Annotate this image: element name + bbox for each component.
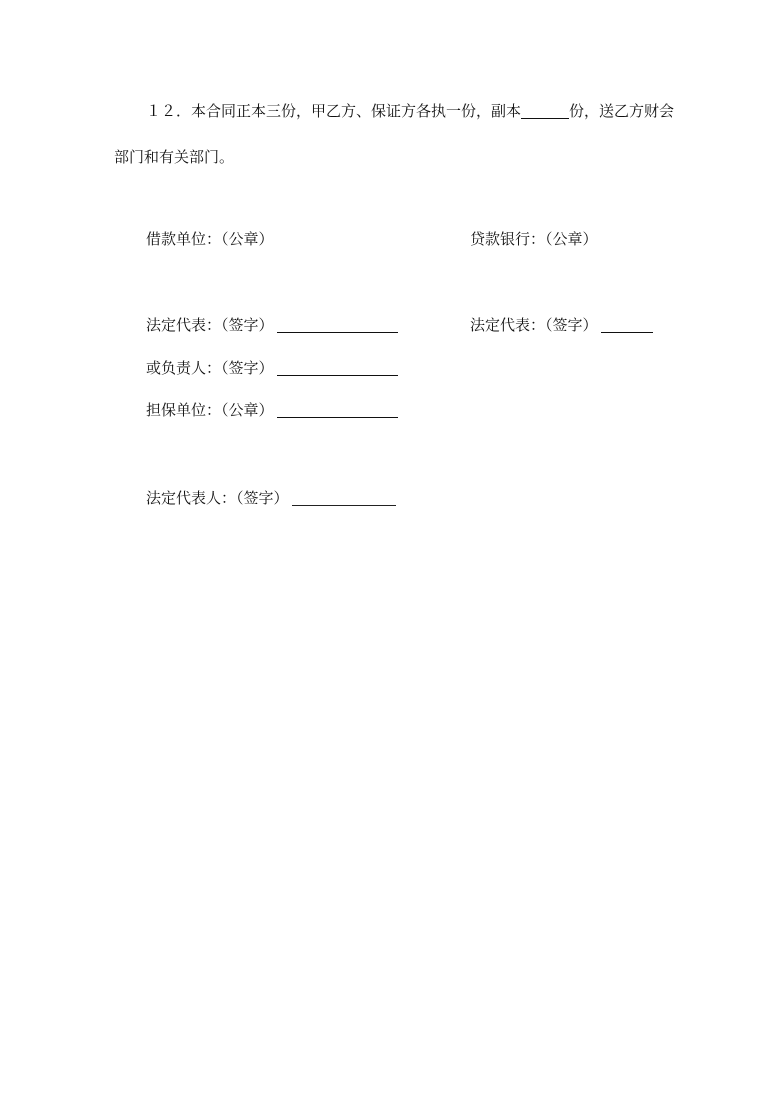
clause-text-part1: 本合同正本三份，甲乙方、保证方各执一份，副本 xyxy=(191,102,522,120)
lender-bank-label: 贷款银行：（公章） xyxy=(470,230,598,248)
clause-12-line-1 xyxy=(146,101,674,121)
lender-legal-rep-signature-blank xyxy=(601,316,653,333)
lender-legal-rep-label: 法定代表：（签字） xyxy=(470,316,598,334)
lender-legal-rep-line xyxy=(470,315,653,335)
guarantor-legal-rep-label: 法定代表人：（签字） xyxy=(146,489,289,507)
borrower-legal-rep-label: 法定代表：（签字） xyxy=(146,316,274,334)
copies-blank xyxy=(521,102,569,119)
clause-12-line-2: 部门和有关部门。 xyxy=(114,148,235,166)
guarantor-unit-line xyxy=(146,400,398,420)
clause-number: １２． xyxy=(146,102,192,120)
guarantor-legal-rep-line xyxy=(146,488,396,508)
guarantor-unit-label: 担保单位：（公章） xyxy=(146,401,274,419)
guarantor-unit-seal-blank xyxy=(277,401,398,418)
guarantor-legal-rep-signature-blank xyxy=(292,489,396,506)
responsible-person-label: 或负责人：（签字） xyxy=(146,359,274,377)
responsible-person-signature-blank xyxy=(277,359,398,376)
borrower-unit-label: 借款单位：（公章） xyxy=(146,230,274,248)
borrower-legal-rep-signature-blank xyxy=(277,316,398,333)
clause-text-part2: 份，送乙方财会 xyxy=(569,102,675,120)
responsible-person-line xyxy=(146,358,398,378)
borrower-legal-rep-line xyxy=(146,315,398,335)
